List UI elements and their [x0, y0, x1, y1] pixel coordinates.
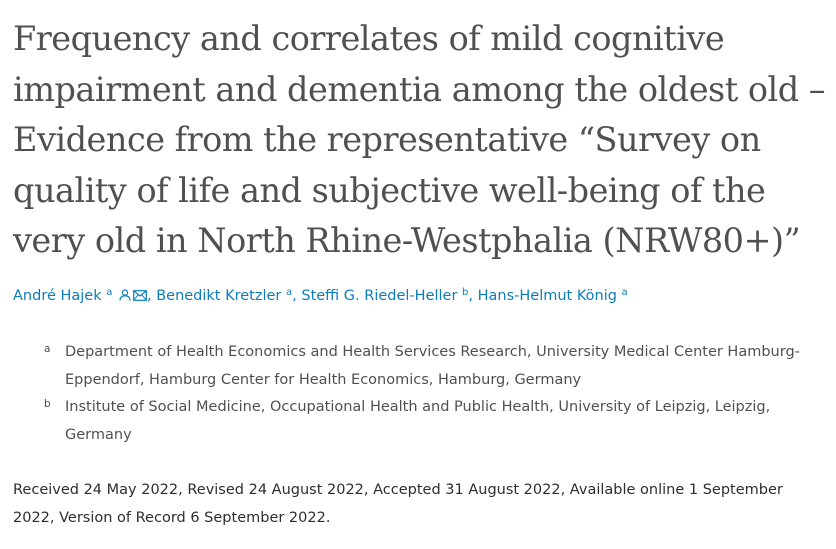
- affiliation-item: [44, 394, 824, 449]
- author-list: [13, 285, 833, 308]
- affiliation-label: b: [44, 398, 51, 410]
- author-separator: ,: [146, 288, 152, 304]
- author-link-hans-helmut-koenig[interactable]: [478, 288, 628, 304]
- author-affiliation-sup: a: [621, 287, 628, 298]
- author-name: André Hajek: [13, 288, 102, 304]
- author-name: Hans-Helmut König: [477, 288, 617, 304]
- article-history: Received 24 May 2022, Revised 24 August 2022, Accepted 31 August 2022, Available online 1 September 2022, Version of Record 6 September 2022.: [13, 482, 783, 526]
- person-icon[interactable]: [119, 286, 131, 308]
- affiliation-label: a: [44, 343, 51, 355]
- affiliation-text: Department of Health Economics and Health Services Research, University Medical Center Hamburg-Eppendorf, Hamburg Center for Health Economics, Hamburg, Germany: [65, 344, 800, 388]
- affiliation-list: [44, 339, 824, 449]
- author-name: Benedikt Kretzler: [156, 288, 282, 304]
- article-title: Frequency and correlates of mild cognitive impairment and dementia among the oldest old – Evidence from the representative “Survey on quality of life and subjective well-being of the very old in North Rhine-Westphalia (NRW80+)”: [13, 19, 826, 260]
- author-separator: ,: [292, 288, 297, 304]
- author-name: Steffi G. Riedel-Heller: [301, 288, 458, 304]
- author-affiliation-sup: b: [462, 287, 469, 298]
- author-affiliation-sup: a: [286, 287, 293, 298]
- affiliation-item: [44, 339, 824, 394]
- affiliation-text: Institute of Social Medicine, Occupational Health and Public Health, University of Leipzig, Leipzig, Germany: [65, 399, 771, 443]
- author-link-steffi-riedel-heller[interactable]: [301, 288, 468, 304]
- author-separator: ,: [468, 288, 474, 304]
- author-affiliation-sup: a: [106, 287, 113, 298]
- author-link-andre-hajek[interactable]: [13, 288, 147, 304]
- author-link-benedikt-kretzler[interactable]: [156, 288, 292, 304]
- envelope-icon[interactable]: [133, 286, 147, 308]
